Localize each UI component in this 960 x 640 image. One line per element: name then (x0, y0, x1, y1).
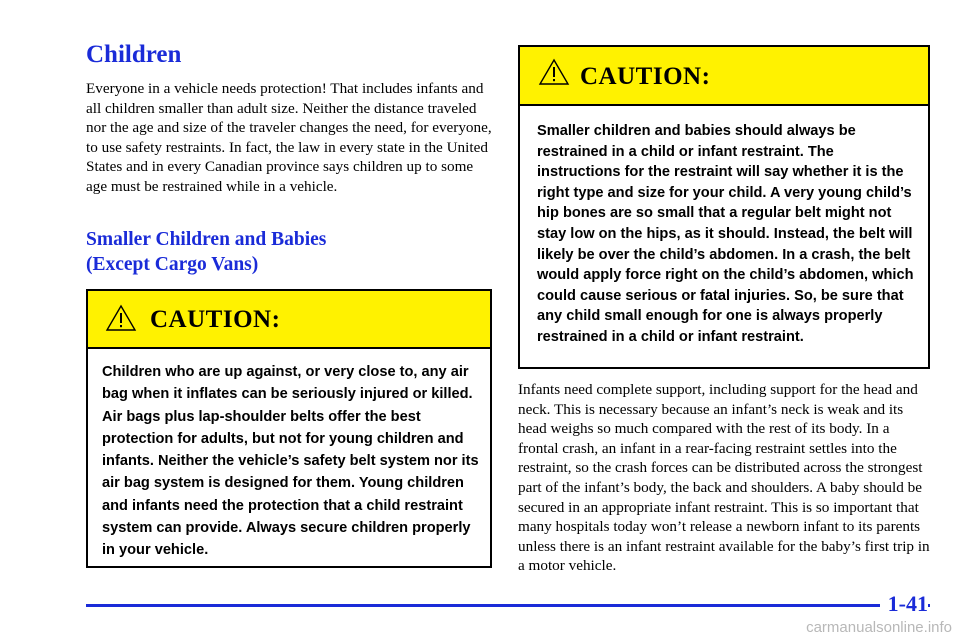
caution-header (88, 291, 490, 349)
caution-text: Children who are up against, or very close to, any air bag when it inflates can be seriously injured or killed. Air bags plus lap-shoulder belts offer the best protection for adults, but not for young children and infants. Neither the vehicle’s safety belt system nor its air bag system is designed for them. Young children and infants need the protection that a child restraint system can provide. Always secure children properly in your vehicle. (102, 364, 479, 559)
intro-paragraph: Everyone in a vehicle needs protection! That includes infants and all children smaller than adult size. Neither the distance traveled nor the age and size of the traveler changes the need, for everyone, to use safety restraints. In fact, the law in every state in the United States and in every Canadian province says children up to some age must be restrained while in a vehicle. (86, 80, 492, 195)
caution-title: CAUTION: (150, 306, 281, 333)
section-heading-children: Children (86, 41, 182, 68)
watermark: carmanualsonline.info (806, 619, 952, 636)
page-number: 1-41 (880, 591, 928, 617)
warning-triangle-icon (105, 304, 137, 332)
subheading-smaller-children (86, 227, 492, 277)
caution-text: Smaller children and babies should always be restrained in a child or infant restraint. The instructions for the restraint will say whether it is the right type and size for your child. A very young child’s hip bones are so small that a regular belt might not stay low on the hips, as it should. Instead, the belt will likely be over the child’s abdomen. In a crash, the belt would apply force right on the child’s abdomen, which could cause serious or fatal injuries. So, be sure that any child small enough for one is always properly restrained in a child or infant restraint. (537, 123, 914, 345)
caution-box-airbag (86, 289, 492, 568)
footer-rule (86, 604, 930, 607)
caution-title: CAUTION: (580, 63, 711, 90)
infant-support-paragraph: Infants need complete support, including support for the head and neck. This is necessary because an infant’s neck is weak and its head weighs so much compared with the rest of its body. In a frontal crash, an infant in a rear-facing restraint settles into the restraint, so the crash forces can be distributed across the strongest part of the infant’s body, the back and shoulders. A baby should be secured in an appropriate infant restraint. This is so important that many hospitals today won’t release a newborn infant to its parents unless there is an infant restraint available for the baby’s first trip in a motor vehicle. (518, 381, 930, 575)
subheading-line-2: (Except Cargo Vans) (86, 254, 259, 275)
caution-box-restraint (518, 45, 930, 369)
subheading-line-1: Smaller Children and Babies (86, 229, 327, 250)
warning-triangle-icon (538, 58, 570, 86)
caution-header (520, 47, 928, 106)
